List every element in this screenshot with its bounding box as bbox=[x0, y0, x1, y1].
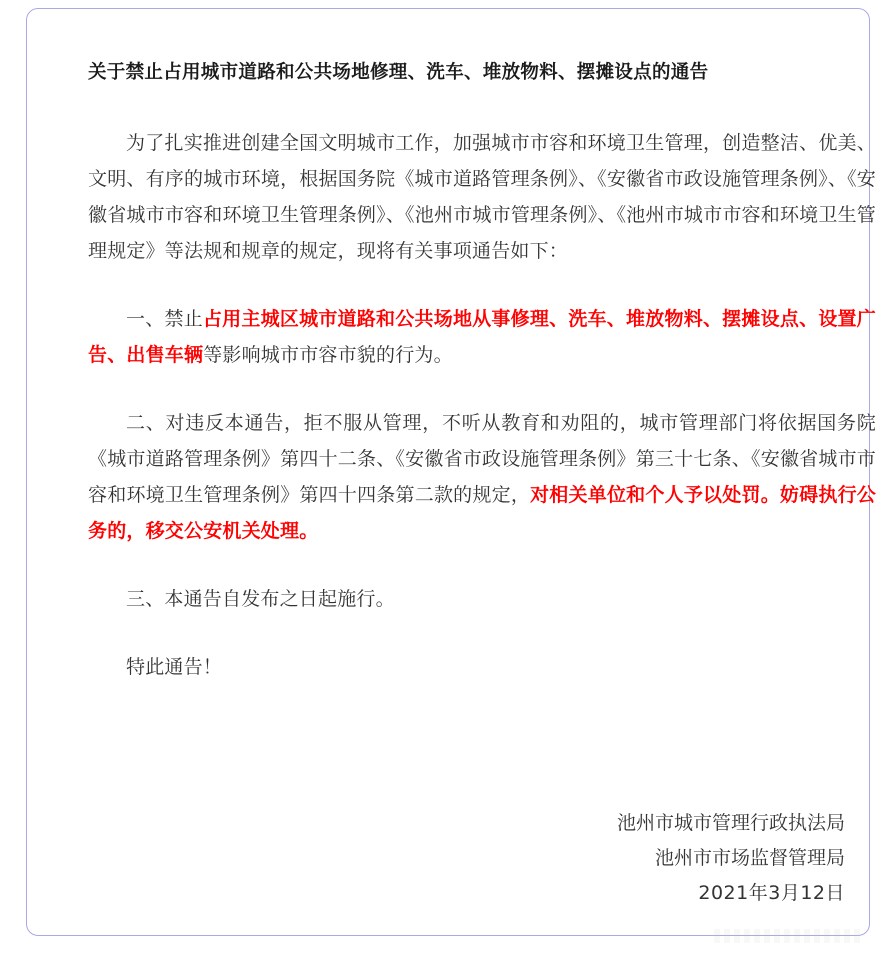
item-1-paragraph bbox=[88, 301, 876, 373]
signature-date: 2021年3月12日 bbox=[698, 882, 845, 904]
notice-content bbox=[88, 59, 876, 685]
item-2-text: 二、对违反本通告，拒不服从管理，不听从教育和劝阻的，城市管理部门将依据国务院《城市道路管理条例》第四十二条、《安徽省市政设施管理条例》第三十七条、《安徽省城市市容和环境卫生管理条例》第四十四条第二款的规定， bbox=[88, 412, 876, 506]
signature-org-1: 池州市城市管理行政执法局 bbox=[616, 812, 845, 834]
signature-block bbox=[617, 806, 845, 911]
notice-card bbox=[26, 8, 876, 936]
item-2-paragraph bbox=[88, 405, 876, 549]
item-2-highlight: 对相关单位和个人予以处罚。妨碍执行公务的，移交公安机关处理。 bbox=[88, 484, 876, 542]
notice-title: 关于禁止占用城市道路和公共场地修理、洗车、堆放物料、摆摊设点的通告 bbox=[88, 62, 709, 83]
closing-paragraph: 特此通告！ bbox=[126, 656, 223, 678]
item-1-suffix: 等影响城市市容市貌的行为。 bbox=[203, 344, 453, 366]
item-1-prefix: 一、禁止 bbox=[126, 308, 203, 330]
watermark bbox=[714, 929, 864, 943]
signature-org-2: 池州市市场监督管理局 bbox=[654, 847, 845, 869]
intro-paragraph: 为了扎实推进创建全国文明城市工作，加强城市市容和环境卫生管理，创造整洁、优美、文明、有序的城市环境，根据国务院《城市道路管理条例》、《安徽省市政设施管理条例》、《安徽省城市市容和环境卫生管理条例》、《池州市城市管理条例》、《池州市城市市容和环境卫生管理规定》等法规和规章的规定，现将有关事项通告如下： bbox=[88, 132, 876, 262]
item-3-paragraph: 三、本通告自发布之日起施行。 bbox=[126, 588, 395, 610]
item-1-highlight: 占用主城区城市道路和公共场地从事修理、洗车、堆放物料、摆摊设点、设置广告、出售车辆 bbox=[88, 308, 876, 366]
